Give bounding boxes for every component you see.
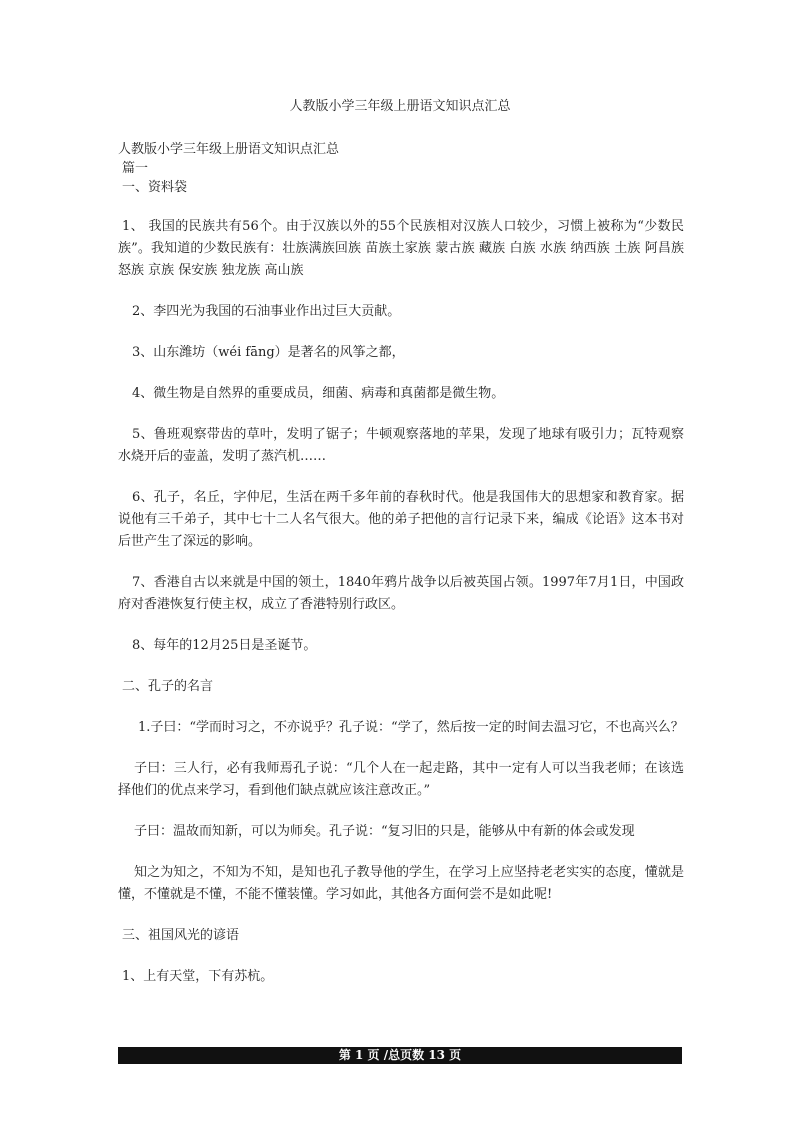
list-item: 1、上有天堂，下有苏杭。 <box>122 969 274 984</box>
document-title: 人教版小学三年级上册语文知识点汇总 <box>118 142 340 157</box>
document-body <box>118 140 684 988</box>
page-footer: 第 1 页 /总页数 13 页 <box>118 1047 682 1064</box>
list-item: 3、山东潍坊（wéi fāng）是著名的风筝之都， <box>132 345 405 360</box>
part-label: 篇一 <box>122 161 149 176</box>
list-item: 1、 我国的民族共有56个。由于汉族以外的55个民族相对汉族人口较少，习惯上被称为“少数民族”。我知道的少数民族有：壮族满族回族 苗族土家族 蒙古族 藏族 白族 水族 纳西族 土族 阿昌族 怒族 京族 保安族 独龙族 高山族 <box>118 219 684 278</box>
list-item: 7、香港自古以来就是中国的领土，1840年鸦片战争以后被英国占领。1997年7月1日，中国政府对香港恢复行使主权，成立了香港特别行政区。 <box>118 575 684 612</box>
list-item: 知之为知之，不知为不知，是知也孔子教导他的学生，在学习上应坚持老老实实的态度，懂就是懂，不懂就是不懂，不能不懂装懂。学习如此，其他各方面何尝不是如此呢! <box>118 865 684 902</box>
list-item: 1.子曰：“学而时习之，不亦说乎？孔子说：“学了，然后按一定的时间去温习它，不也高兴么？ <box>138 720 684 735</box>
list-item: 子曰：温故而知新，可以为师矣。孔子说：“复习旧的只是，能够从中有新的体会或发现 <box>134 824 635 839</box>
list-item: 5、鲁班观察带齿的草叶，发明了锯子；牛顿观察落地的苹果，发现了地球有吸引力；瓦特观察水烧开后的壶盖，发明了蒸汽机…… <box>118 427 684 464</box>
section-heading: 三、祖国风光的谚语 <box>122 928 240 943</box>
section-heading: 二、孔子的名言 <box>122 679 214 694</box>
list-item: 4、微生物是自然界的重要成员，细菌、病毒和真菌都是微生物。 <box>132 386 505 401</box>
section-heading: 一、资料袋 <box>122 180 188 195</box>
page-title: 人教版小学三年级上册语文知识点汇总 <box>289 99 511 114</box>
list-item: 6、孔子，名丘，字仲尼，生活在两千多年前的春秋时代。他是我国伟大的思想家和教育家。据说他有三千弟子，其中七十二人名气很大。他的弟子把他的言行记录下来，编成《论语》这本书对后世产生了深远的影响。 <box>118 490 684 549</box>
list-item: 2、李四光为我国的石油事业作出过巨大贡献。 <box>132 304 401 319</box>
list-item: 子曰：三人行，必有我师焉孔子说：“几个人在一起走路，其中一定有人可以当我老师；在该选择他们的优点来学习，看到他们缺点就应该注意改正。” <box>118 761 684 798</box>
list-item: 8、每年的12月25日是圣诞节。 <box>132 638 317 653</box>
